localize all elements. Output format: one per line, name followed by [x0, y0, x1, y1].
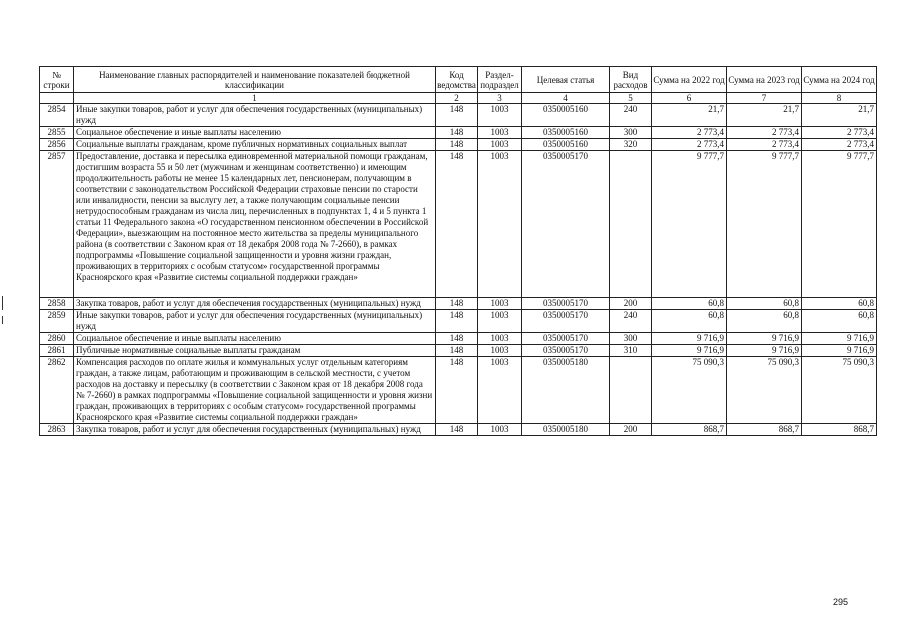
header-vid: Вид расходов [610, 67, 652, 93]
row-vid: 200 [610, 298, 652, 310]
row-sum-2023: 9 716,9 [727, 345, 802, 357]
row-ved: 148 [436, 424, 478, 436]
budget-table [39, 66, 877, 436]
row-sum-2024: 9 716,9 [802, 333, 877, 345]
row-number: 2858 [40, 298, 74, 310]
margin-mark [2, 316, 3, 324]
row-sum-2023: 2 773,4 [727, 127, 802, 139]
row-sum-2023: 75 090,3 [727, 357, 802, 424]
row-sum-2024: 60,8 [802, 310, 877, 333]
row-sum-2023: 21,7 [727, 104, 802, 127]
column-number: 4 [522, 93, 610, 104]
header-name: Наименование главных распорядителей и наименование показателей бюджетной классификации [74, 67, 436, 93]
row-ved: 148 [436, 310, 478, 333]
row-vid: 240 [610, 104, 652, 127]
table-row [40, 298, 877, 310]
row-sum-2022: 2 773,4 [652, 139, 727, 151]
row-vid: 300 [610, 127, 652, 139]
row-target: 0350005170 [522, 298, 610, 310]
row-name: Социальные выплаты гражданам, кроме публичных нормативных социальных выплат [74, 139, 436, 151]
row-razdel: 1003 [478, 151, 522, 298]
row-number: 2861 [40, 345, 74, 357]
row-sum-2022: 868,7 [652, 424, 727, 436]
column-number: 8 [802, 93, 877, 104]
row-ved: 148 [436, 357, 478, 424]
row-sum-2024: 2 773,4 [802, 127, 877, 139]
row-number: 2856 [40, 139, 74, 151]
row-razdel: 1003 [478, 104, 522, 127]
row-number: 2855 [40, 127, 74, 139]
row-number: 2857 [40, 151, 74, 298]
row-name: Закупка товаров, работ и услуг для обеспечения государственных (муниципальных) нужд [74, 424, 436, 436]
row-target: 0350005170 [522, 151, 610, 298]
column-number: 1 [74, 93, 436, 104]
column-number: 2 [436, 93, 478, 104]
row-target: 0350005160 [522, 139, 610, 151]
row-sum-2022: 9 716,9 [652, 333, 727, 345]
row-ved: 148 [436, 139, 478, 151]
header-row [40, 67, 877, 93]
row-name: Иные закупки товаров, работ и услуг для обеспечения государственных (муниципальных) нужд [74, 310, 436, 333]
row-number: 2859 [40, 310, 74, 333]
row-name: Социальное обеспечение и иные выплаты населению [74, 333, 436, 345]
table-row [40, 357, 877, 424]
row-vid: 240 [610, 310, 652, 333]
row-ved: 148 [436, 298, 478, 310]
row-target: 0350005180 [522, 357, 610, 424]
row-target: 0350005180 [522, 424, 610, 436]
row-razdel: 1003 [478, 127, 522, 139]
row-sum-2022: 60,8 [652, 298, 727, 310]
column-number [40, 93, 74, 104]
row-razdel: 1003 [478, 310, 522, 333]
row-sum-2022: 9 716,9 [652, 345, 727, 357]
column-number: 3 [478, 93, 522, 104]
table-row [40, 310, 877, 333]
row-sum-2022: 60,8 [652, 310, 727, 333]
row-ved: 148 [436, 151, 478, 298]
row-ved: 148 [436, 345, 478, 357]
row-number: 2854 [40, 104, 74, 127]
header-razdel: Раздел-подраздел [478, 67, 522, 93]
row-sum-2023: 868,7 [727, 424, 802, 436]
margin-mark [2, 296, 3, 310]
row-target: 0350005170 [522, 345, 610, 357]
row-ved: 148 [436, 104, 478, 127]
row-sum-2023: 9 777,7 [727, 151, 802, 298]
header-target: Целевая статья [522, 67, 610, 93]
row-target: 0350005170 [522, 333, 610, 345]
column-number: 5 [610, 93, 652, 104]
table-row [40, 424, 877, 436]
column-number: 7 [727, 93, 802, 104]
row-vid [610, 151, 652, 298]
row-sum-2022: 9 777,7 [652, 151, 727, 298]
row-ved: 148 [436, 127, 478, 139]
row-vid: 310 [610, 345, 652, 357]
row-name: Иные закупки товаров, работ и услуг для обеспечения государственных (муниципальных) нужд [74, 104, 436, 127]
row-target: 0350005160 [522, 127, 610, 139]
row-name: Социальное обеспечение и иные выплаты населению [74, 127, 436, 139]
row-razdel: 1003 [478, 357, 522, 424]
row-sum-2022: 75 090,3 [652, 357, 727, 424]
page-number: 295 [832, 597, 848, 607]
row-target: 0350005170 [522, 310, 610, 333]
row-name: Публичные нормативные социальные выплаты гражданам [74, 345, 436, 357]
row-number: 2862 [40, 357, 74, 424]
header-num: № строки [40, 67, 74, 93]
row-sum-2022: 21,7 [652, 104, 727, 127]
table-row [40, 104, 877, 127]
table-row [40, 127, 877, 139]
row-razdel: 1003 [478, 333, 522, 345]
row-sum-2022: 2 773,4 [652, 127, 727, 139]
table-row [40, 139, 877, 151]
header-s2023: Сумма на 2023 год [727, 67, 802, 93]
table-row [40, 345, 877, 357]
table-row [40, 333, 877, 345]
column-number: 6 [652, 93, 727, 104]
row-vid: 300 [610, 333, 652, 345]
row-number: 2860 [40, 333, 74, 345]
header-s2022: Сумма на 2022 год [652, 67, 727, 93]
row-razdel: 1003 [478, 298, 522, 310]
header-s2024: Сумма на 2024 год [802, 67, 877, 93]
row-sum-2023: 9 716,9 [727, 333, 802, 345]
row-name: Предоставление, доставка и пересылка единовременной материальной помощи гражданам, достигшим возраста 55 и 50 лет (мужчинам и женщинам соответственно) и имеющим продолжительность работы не менее 15 календарных лет, пенсионерам, получающим в соответствии с законодательством Российской Федерации страховые пенсии по старости или инвалидности, пенсии за выслугу лет, а также получающим социальные пенсии нетрудоспособным гражданам из числа лиц, перечисленных в подпунктах 1, 4 и 5 пункта 1 статьи 11 Федерального закона «О государственном пенсионном обеспечении в Российской Федерации», выезжающим на постоянное место жительства за пределы муниципального района (в соответствии с Законом края от 18 декабря 2008 года № 7-2660), в рамках подпрограммы «Повышение социальной защищенности и уровня жизни граждан, проживающих в территориях с особым статусом» государственной программы Красноярского края «Развитие системы социальной поддержки граждан» [74, 151, 436, 298]
row-sum-2023: 60,8 [727, 298, 802, 310]
row-sum-2024: 868,7 [802, 424, 877, 436]
column-number-row [40, 93, 877, 104]
row-target: 0350005160 [522, 104, 610, 127]
row-sum-2024: 75 090,3 [802, 357, 877, 424]
header-ved: Код ведомства [436, 67, 478, 93]
row-vid [610, 357, 652, 424]
row-sum-2024: 60,8 [802, 298, 877, 310]
row-sum-2024: 2 773,4 [802, 139, 877, 151]
row-razdel: 1003 [478, 345, 522, 357]
row-number: 2863 [40, 424, 74, 436]
row-vid: 320 [610, 139, 652, 151]
row-sum-2023: 2 773,4 [727, 139, 802, 151]
row-razdel: 1003 [478, 424, 522, 436]
row-razdel: 1003 [478, 139, 522, 151]
table-row [40, 151, 877, 298]
row-sum-2024: 9 777,7 [802, 151, 877, 298]
row-ved: 148 [436, 333, 478, 345]
row-sum-2023: 60,8 [727, 310, 802, 333]
row-sum-2024: 21,7 [802, 104, 877, 127]
row-name: Компенсация расходов по оплате жилья и коммунальных услуг отдельным категориям граждан, а также лицам, работающим и проживающим в сельской местности, с учетом расходов на доставку и пересылку (в соответствии с Законом края от 18 декабря 2008 года № 7-2660) в рамках подпрограммы «Повышение социальной защищенности и уровня жизни граждан, проживающих в территориях с особым статусом» государственной программы Красноярского края «Развитие системы социальной поддержки граждан» [74, 357, 436, 424]
row-sum-2024: 9 716,9 [802, 345, 877, 357]
row-name: Закупка товаров, работ и услуг для обеспечения государственных (муниципальных) нужд [74, 298, 436, 310]
row-vid: 200 [610, 424, 652, 436]
